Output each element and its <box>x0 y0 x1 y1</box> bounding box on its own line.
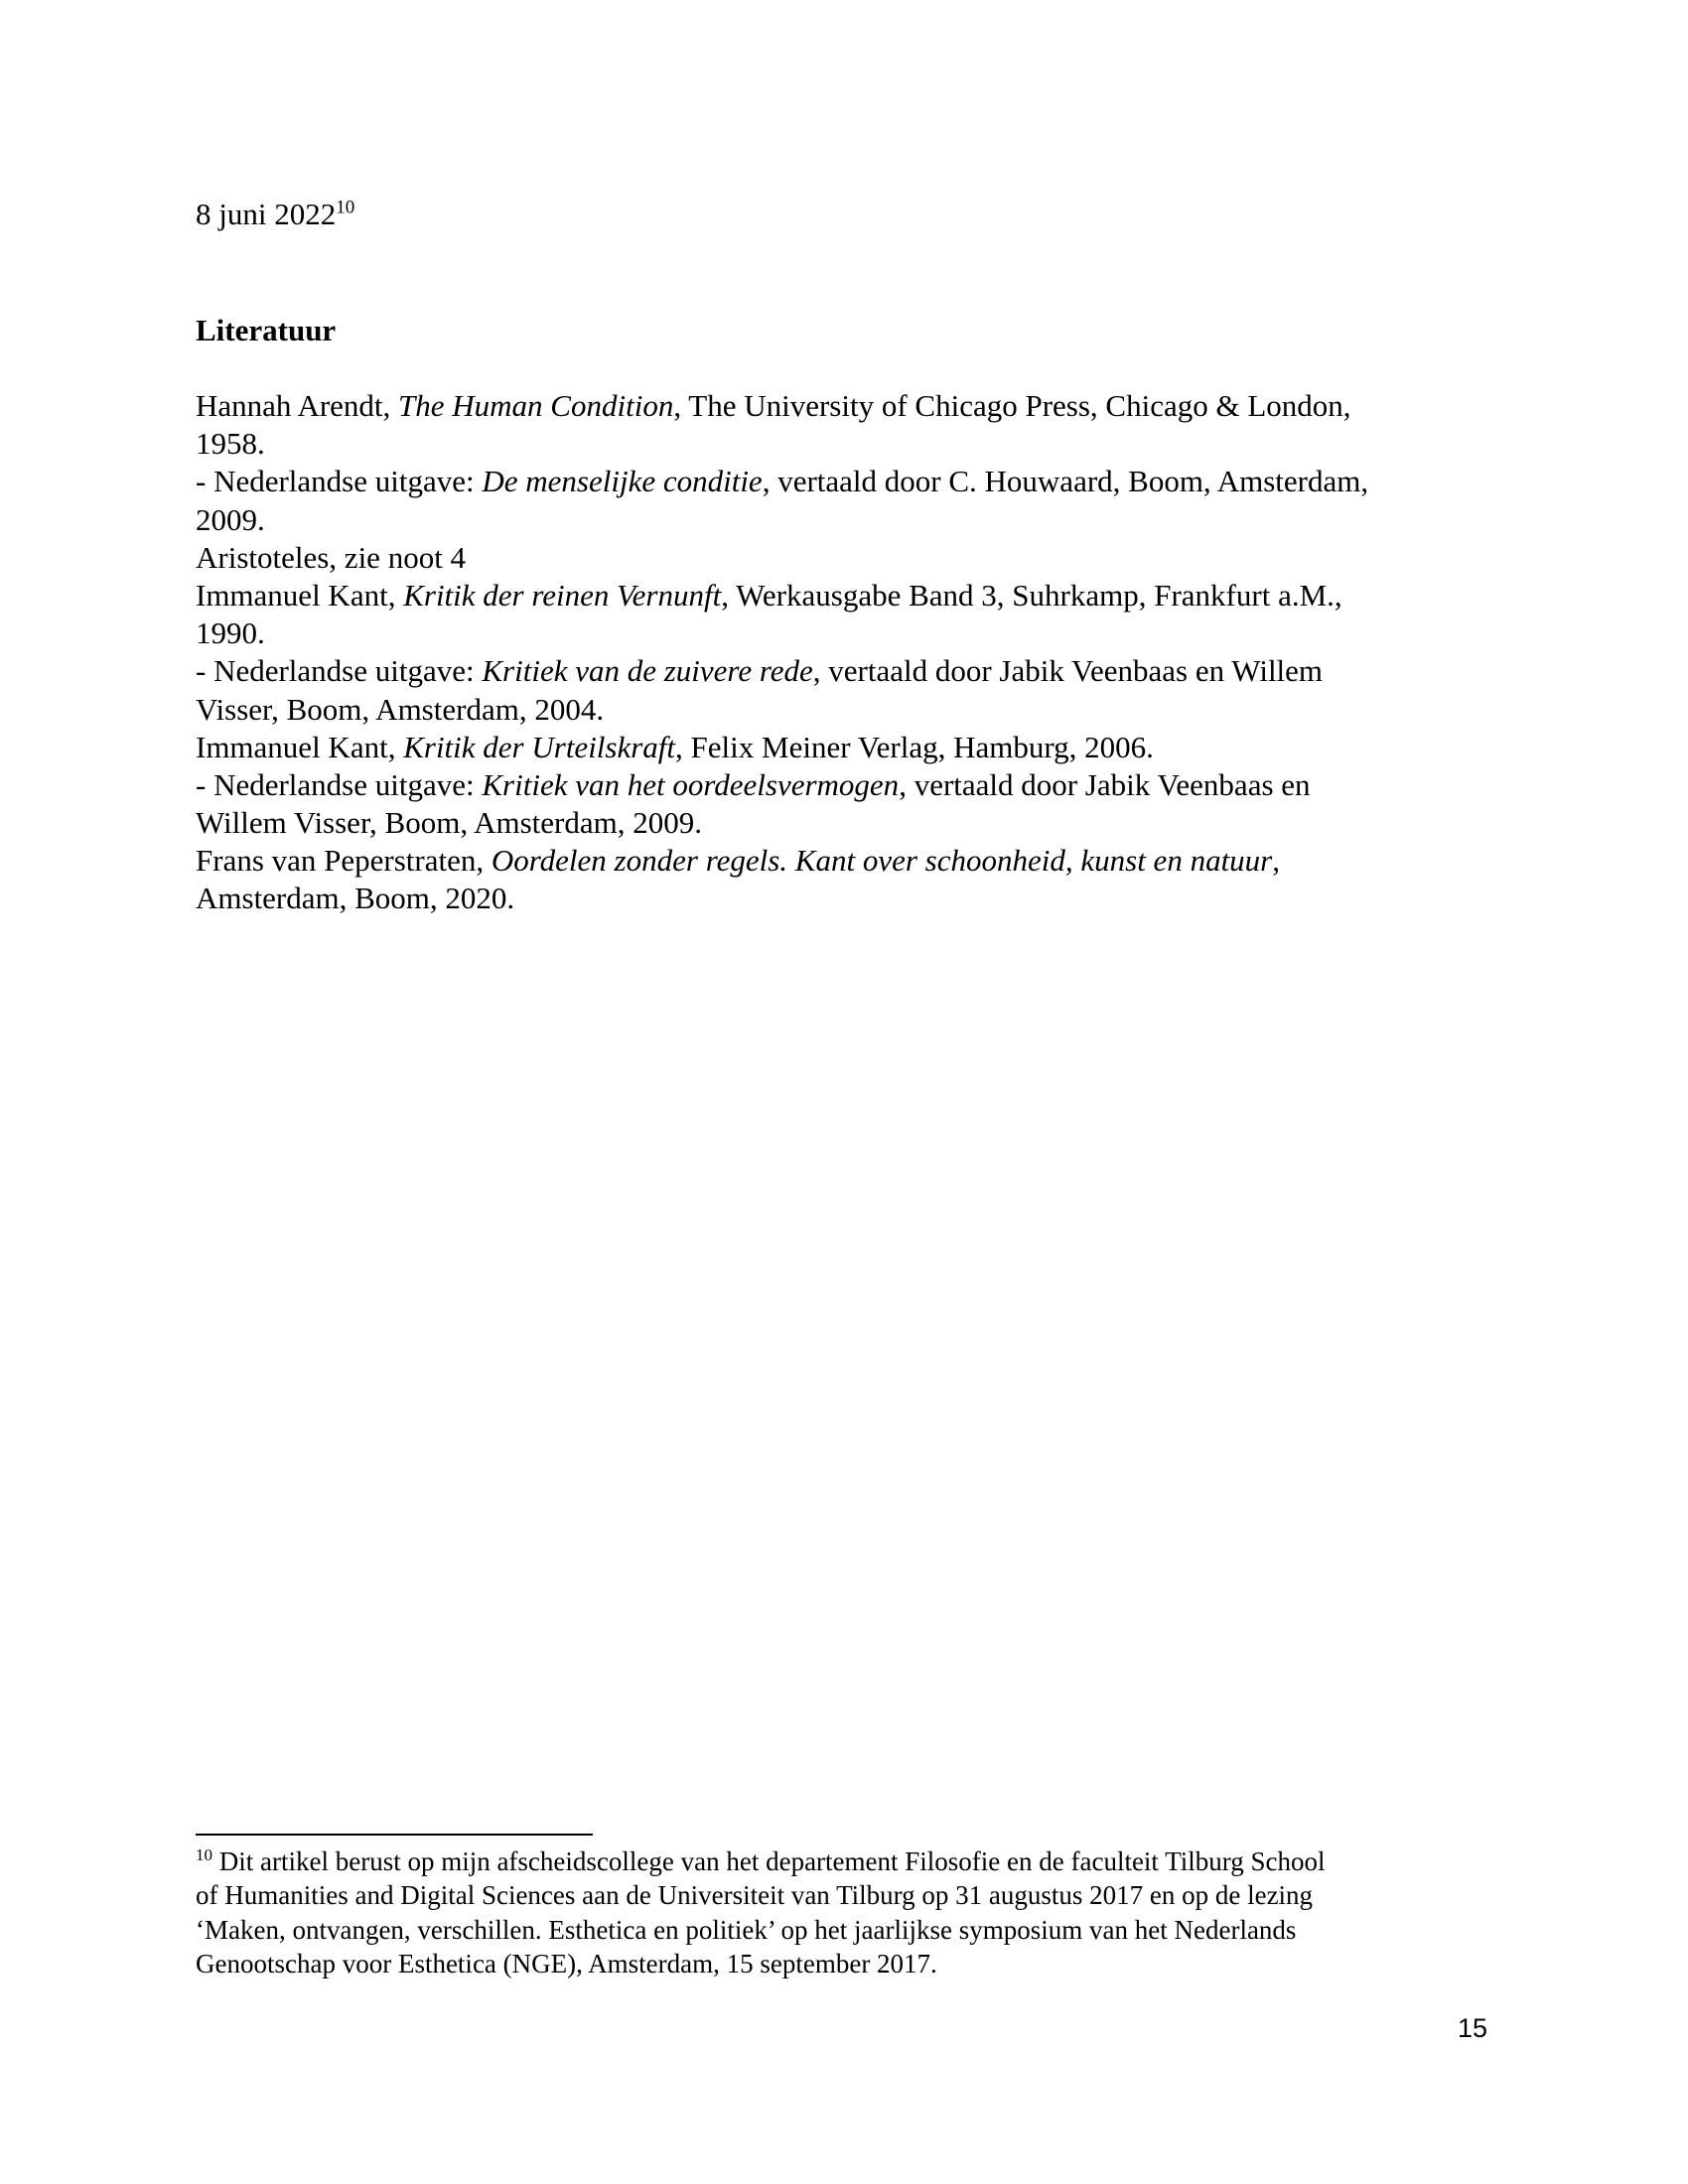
bibliography-line: 1958. <box>196 426 265 462</box>
bibliography-line <box>196 577 1486 614</box>
author: Frans van Peperstraten, <box>196 843 492 879</box>
book-title: Kritiek van de zuivere rede <box>482 653 813 689</box>
translation-label: - Nederlandse uitgave: <box>196 464 483 499</box>
publication-details: , <box>1272 843 1280 879</box>
translation-label: - Nederlandse uitgave: <box>196 766 483 802</box>
bibliography-line: Amsterdam, Boom, 2020. <box>196 881 515 916</box>
book-title: Kritiek van het oordeelsvermogen <box>482 766 900 802</box>
footnote-reference[interactable]: 10 <box>336 197 355 218</box>
publication-details: , The University of Chicago Press, Chicago & London, <box>673 388 1351 423</box>
author: Immanuel Kant, <box>196 729 404 764</box>
book-title: The Human Condition <box>398 388 674 423</box>
translation-label: - Nederlandse uitgave: <box>196 653 483 689</box>
footnote-separator <box>196 1834 593 1836</box>
author: Hannah Arendt, <box>196 388 399 423</box>
publication-details: , Felix Meiner Verlag, Hamburg, 2006. <box>675 729 1154 764</box>
bibliography-line: Aristoteles, zie noot 4 <box>196 539 467 575</box>
publication-details: , Werkausgabe Band 3, Suhrkamp, Frankfurt a.M., <box>721 577 1342 613</box>
date-text: 8 juni 2022 <box>196 197 337 231</box>
footnote-line: Genootschap voor Esthetica (NGE), Amsterdam, 15 september 2017. <box>196 1948 937 1979</box>
page-number: 15 <box>1458 2013 1488 2043</box>
author: Immanuel Kant, <box>196 577 404 613</box>
publication-details: , vertaald door C. Houwaard, Boom, Amsterdam, <box>762 464 1369 499</box>
bibliography-line: 1990. <box>196 615 265 651</box>
publication-details: , vertaald door Jabik Veenbaas en <box>899 766 1311 802</box>
section-heading: Literatuur <box>196 313 337 347</box>
footnote-line <box>196 1844 1506 1878</box>
bibliography-line <box>196 766 1486 804</box>
book-title: Kritik der reinen Vernunft <box>403 577 722 613</box>
bibliography-list <box>196 387 1486 918</box>
bibliography-line <box>196 842 1486 880</box>
footnote-number: 10 <box>196 1845 212 1864</box>
footnote-line: of Humanities and Digital Sciences aan de Universiteit van Tilburg op 31 augustus 2017 en op de lezing <box>196 1880 1314 1911</box>
bibliography-line <box>196 652 1486 690</box>
footnote-text: Dit artikel berust op mijn afscheidscollege van het departement Filosofie en de faculteit Tilburg School <box>212 1846 1326 1876</box>
bibliography-line <box>196 729 1486 766</box>
bibliography-line: Visser, Boom, Amsterdam, 2004. <box>196 691 605 727</box>
footnote-line: ‘Maken, ontvangen, verschillen. Esthetica en politiek’ op het jaarlijkse symposium van het Nederlands <box>196 1914 1297 1945</box>
bibliography-line: Willem Visser, Boom, Amsterdam, 2009. <box>196 805 702 841</box>
bibliography-line <box>196 463 1486 500</box>
footnote <box>196 1844 1506 1980</box>
book-title: De menselijke conditie <box>482 464 763 499</box>
bibliography-line <box>196 387 1486 425</box>
book-title: Oordelen zonder regels. Kant over schoonheid, kunst en natuur <box>491 843 1273 879</box>
book-title: Kritik der Urteilskraft <box>403 729 676 764</box>
date-line <box>196 196 354 233</box>
publication-details: , vertaald door Jabik Veenbaas en Willem <box>812 653 1324 689</box>
bibliography-line: 2009. <box>196 501 265 537</box>
